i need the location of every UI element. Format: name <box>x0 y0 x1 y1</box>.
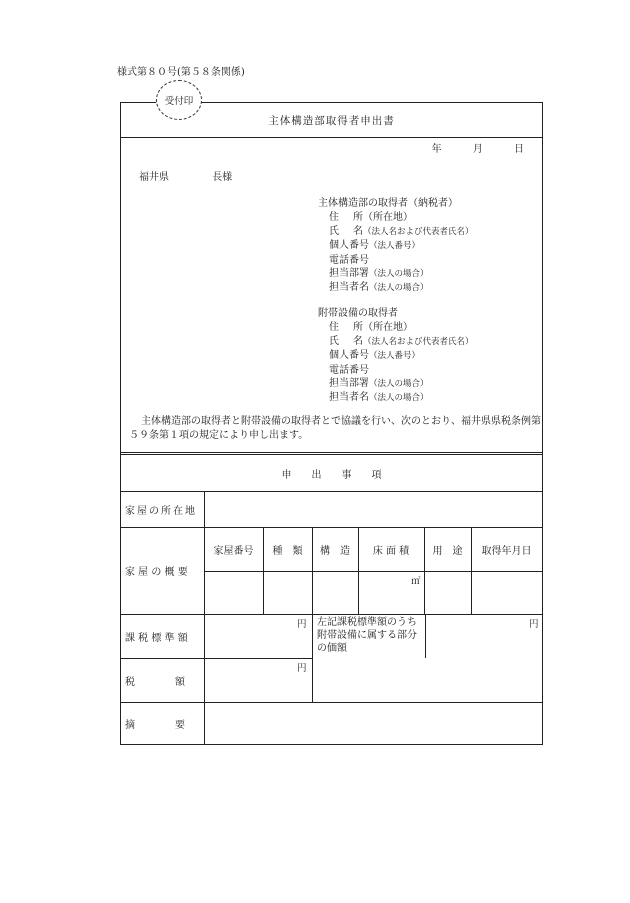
attached-person-row <box>318 391 474 405</box>
table-line <box>263 527 264 614</box>
remarks-label: 摘 要 <box>125 719 185 731</box>
main-phone-row: 電話番号 <box>329 254 369 266</box>
attached-equipment-acquirer-block <box>318 307 474 406</box>
overview-label: 家 屋 の 概 要 <box>125 567 188 578</box>
column-header-structure <box>312 527 358 571</box>
column-type: 種 類 <box>272 545 303 557</box>
main-address-label-b: 所（所在地） <box>353 212 413 224</box>
statement-text: 主体構造部の取得者と附帯設備の取得者とで協議を行い、次のとおり、福井県県税条例第５９条第１項の規定により申し出ます。 <box>129 416 541 441</box>
column-house-number: 家屋番号 <box>213 545 254 557</box>
main-personal-number-note: （法人番号） <box>369 241 421 252</box>
main-address-row <box>318 211 474 224</box>
main-personal-number-label: 個人番号 <box>329 240 369 252</box>
reception-stamp-circle <box>156 80 202 120</box>
main-department-row <box>318 267 474 281</box>
attached-name-label-a: 氏 <box>329 335 339 347</box>
location-value-cell[interactable] <box>204 491 542 527</box>
attached-heading: 附帯設備の取得者 <box>318 308 398 319</box>
attached-value-label-cell <box>313 614 425 658</box>
main-person-label: 担当者名 <box>329 282 369 294</box>
overview-label-cell <box>121 527 204 614</box>
attached-address-row <box>318 321 474 334</box>
attached-department-note: （法人の場合） <box>369 379 429 390</box>
column-usage: 用 途 <box>432 545 463 557</box>
table-line <box>471 527 472 614</box>
tax-base-label-cell <box>121 614 204 658</box>
tax-amount-yen: 円 <box>297 663 307 674</box>
main-person-note: （法人の場合） <box>369 283 429 294</box>
attached-name-note: （法人名および代表者氏名） <box>363 336 474 347</box>
attached-address-label-b: 所（所在地） <box>353 322 413 334</box>
main-structure-heading: 主体構造部の取得者（納税者） <box>318 198 458 209</box>
column-acquisition-date: 取得年月日 <box>481 545 532 557</box>
column-header-acquisition-date <box>471 527 542 571</box>
main-department-note: （法人の場合） <box>369 269 429 280</box>
title-text: 主体構造部取得者申出書 <box>268 114 395 127</box>
table-line <box>312 614 313 702</box>
addressee-suffix: 長様 <box>212 172 233 183</box>
table-line <box>204 491 205 744</box>
date-month: 月 <box>472 144 483 155</box>
attached-department-label: 担当部署 <box>329 378 369 390</box>
date-year: 年 <box>431 144 442 155</box>
form-number: 様式第８０号(第５８条関係) <box>117 67 245 78</box>
section-header-text: 申 出 事 項 <box>281 469 382 481</box>
location-label-cell <box>121 491 204 527</box>
attached-person-note: （法人の場合） <box>369 393 429 404</box>
application-form <box>120 102 543 745</box>
attached-personal-number-note: （法人番号） <box>369 351 421 362</box>
tax-base-label: 課 税 標 準 額 <box>125 632 188 644</box>
column-header-floor-area <box>358 527 424 571</box>
column-floor-area: 床 面 積 <box>372 545 410 557</box>
table-line <box>358 527 359 614</box>
attached-phone-row: 電話番号 <box>329 364 369 376</box>
main-name-label-a: 氏 <box>329 225 339 237</box>
attached-value-label: 左記課税標準額のうち附帯設備に属する部分の価額 <box>317 617 417 654</box>
attached-personal-number-label: 個人番号 <box>329 350 369 362</box>
tax-amount-label-cell <box>121 658 204 702</box>
attached-person-label: 担当者名 <box>329 392 369 404</box>
column-header-house-number <box>204 527 263 571</box>
tax-base-yen: 円 <box>297 619 307 630</box>
addressee <box>139 168 232 183</box>
main-structure-acquirer-block <box>318 197 474 296</box>
table-line <box>424 527 425 614</box>
tax-amount-label: 税 額 <box>125 676 185 688</box>
attached-address-label-a: 住 <box>329 322 339 334</box>
attached-personal-number-row <box>318 349 474 363</box>
main-address-label-a: 住 <box>329 212 339 224</box>
attached-department-row <box>318 377 474 391</box>
attached-name-row <box>318 335 474 349</box>
main-personal-number-row <box>318 239 474 253</box>
table-line <box>312 527 313 614</box>
column-header-type <box>263 527 312 571</box>
addressee-prefecture: 福井県 <box>139 172 169 183</box>
column-header-usage <box>424 527 471 571</box>
section-header <box>121 455 542 491</box>
remarks-label-cell <box>121 702 204 744</box>
main-department-label: 担当部署 <box>329 268 369 280</box>
column-structure: 構 造 <box>320 545 350 557</box>
table-line <box>425 614 426 658</box>
floor-area-unit: ㎡ <box>411 576 421 587</box>
attached-value-yen: 円 <box>529 619 539 630</box>
location-label: 家屋の所在地 <box>125 505 197 517</box>
main-person-row <box>318 281 474 295</box>
main-name-row <box>318 225 474 239</box>
attached-name-label-b: 名 <box>353 335 363 347</box>
date-line <box>410 140 524 155</box>
main-name-label-b: 名 <box>353 225 363 237</box>
stamp-label: 受付印 <box>164 96 194 107</box>
date-day: 日 <box>514 144 524 155</box>
table-line <box>204 571 542 572</box>
main-name-note: （法人名および代表者氏名） <box>363 226 474 237</box>
